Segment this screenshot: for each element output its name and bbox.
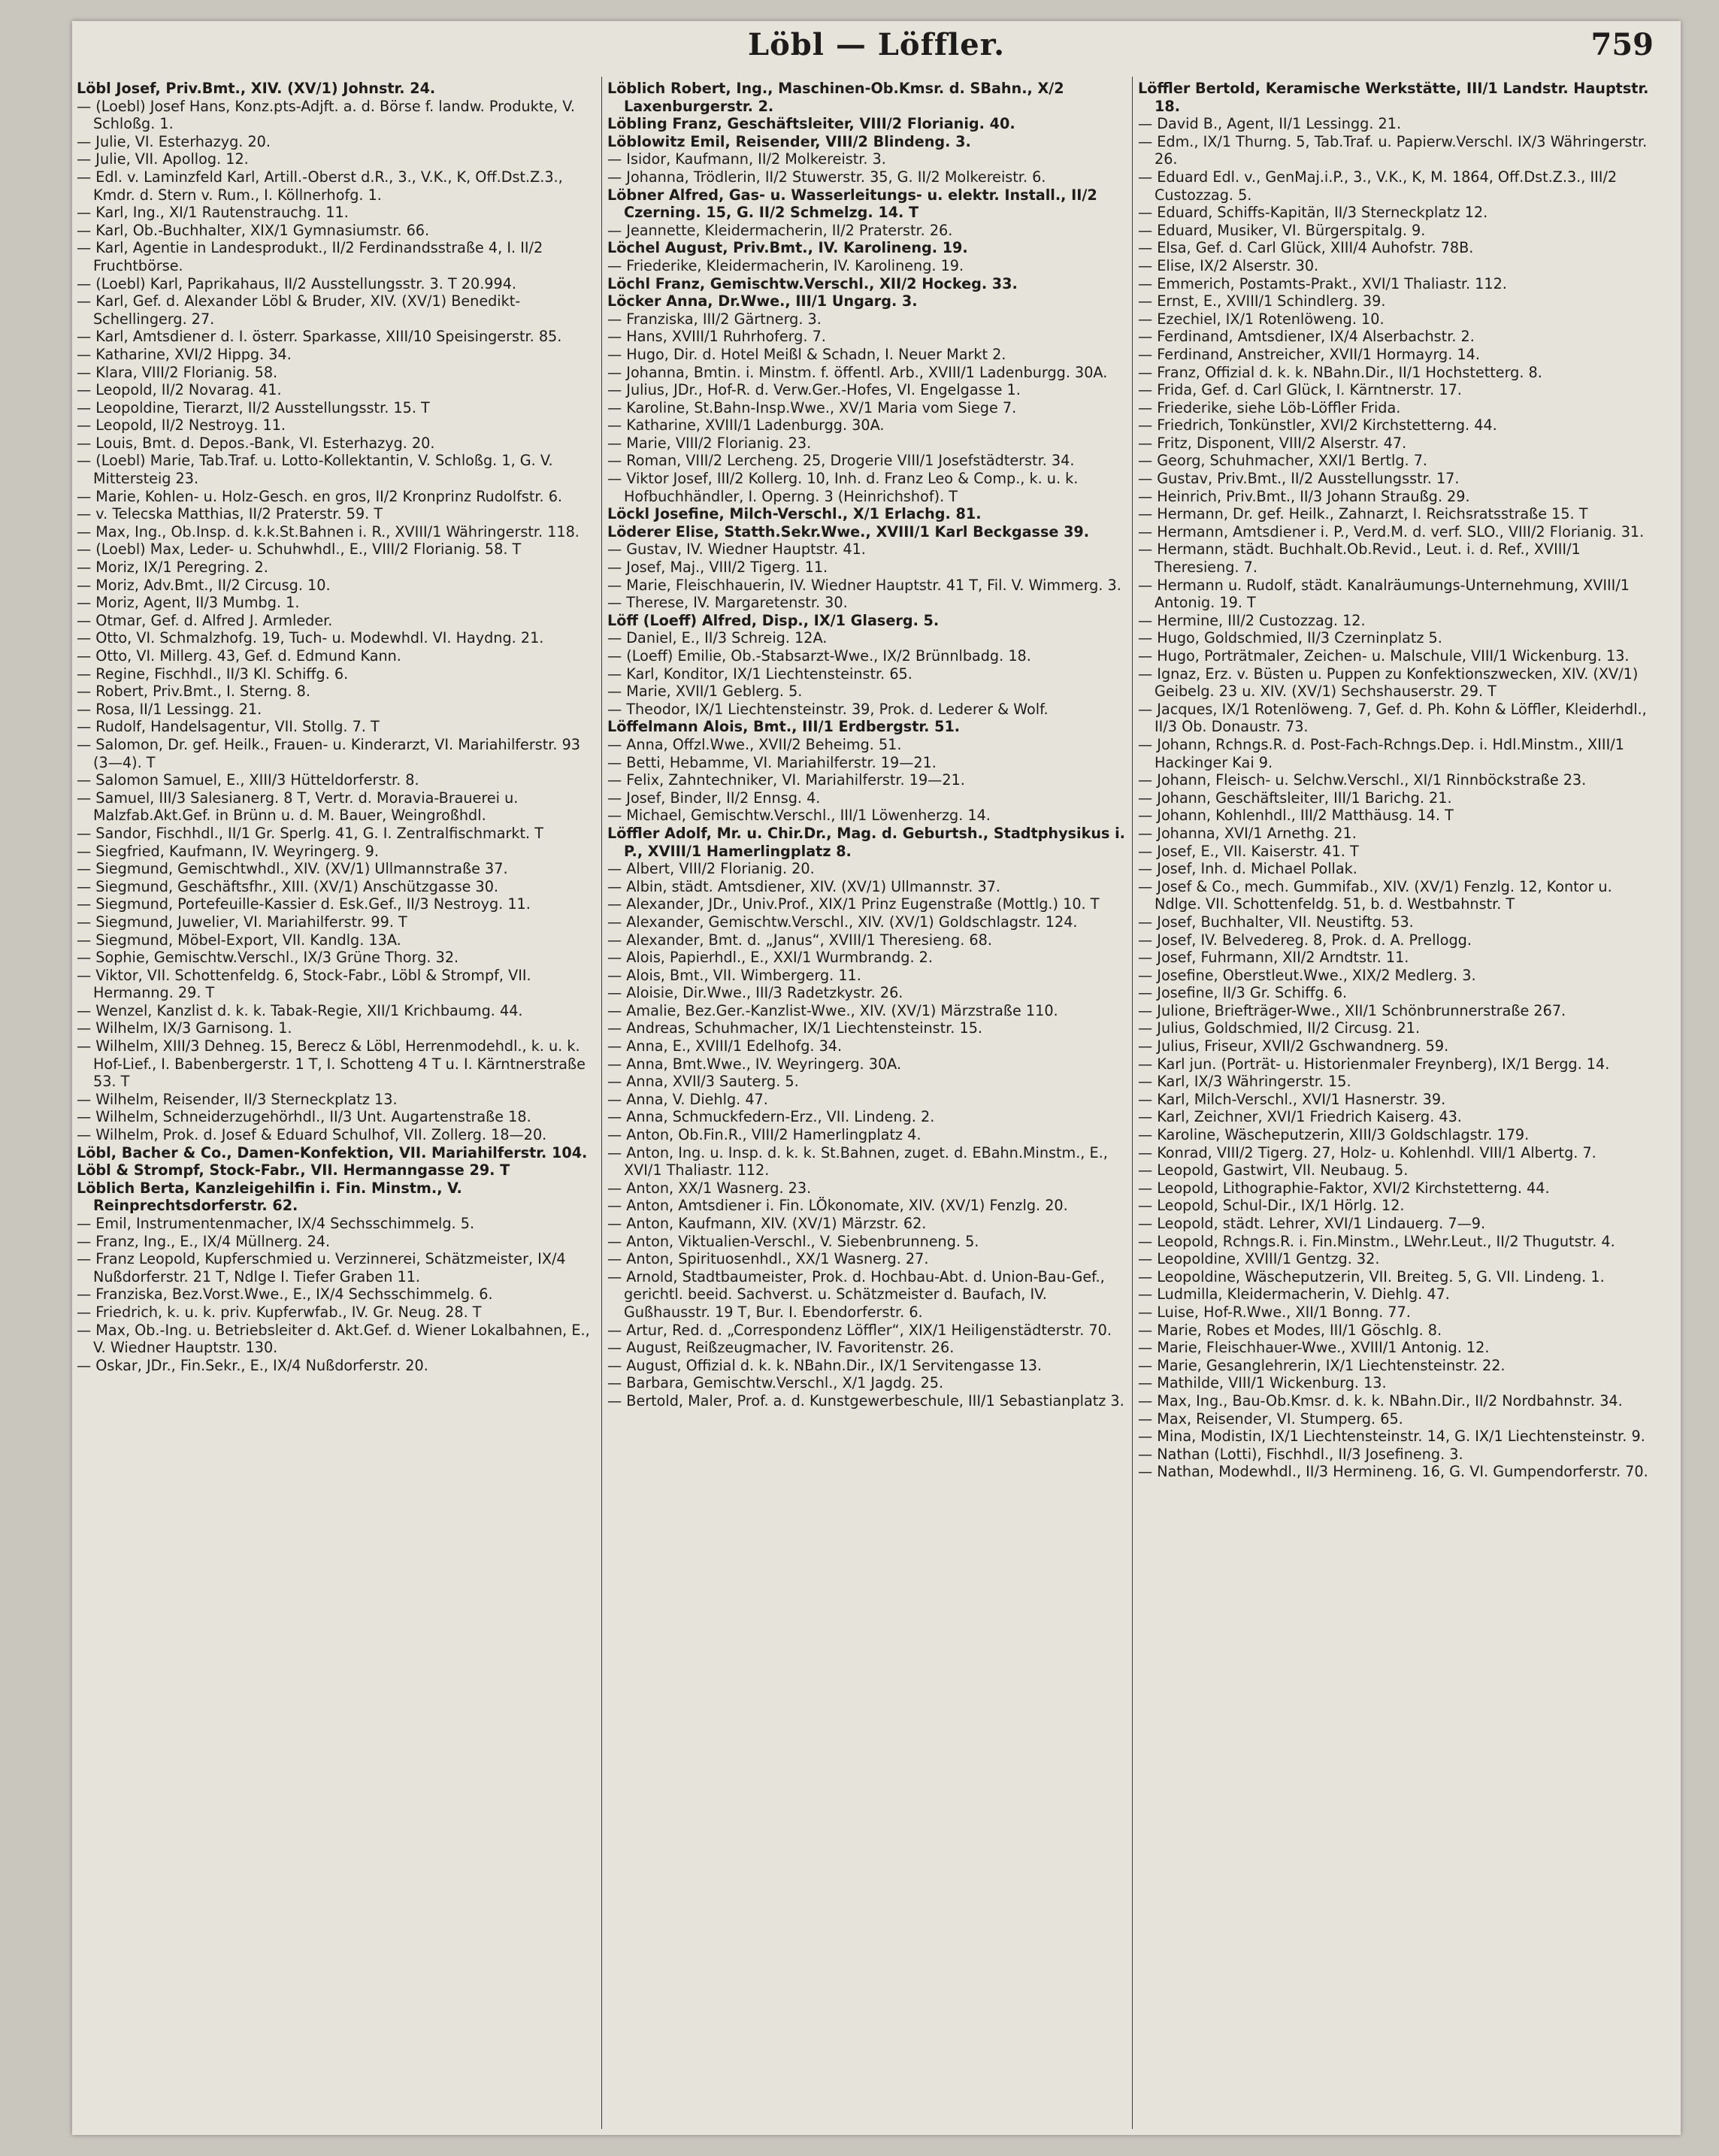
directory-entry: — Josef, E., VII. Kaiserstr. 41. T [1138,842,1359,860]
directory-entry: — Josef, Fuhrmann, XII/2 Arndtstr. 11. [1138,949,1409,967]
directory-entry: — Heinrich, Priv.Bmt., II/3 Johann Straußg. 29. [1138,487,1470,505]
directory-entry: — Samuel, III/3 Salesianerg. 8 T, Vertr. d. Moravia-Brauerei u. Malzfab.Akt.Gef. in Brünn u. d. M. Bauer, Weingroßhdl. [77,789,519,825]
directory-entry: — Georg, Schuhmacher, XXI/1 Bertlg. 7. [1138,452,1428,470]
directory-entry: — Anton, XX/1 Wasnerg. 23. [607,1179,812,1197]
directory-entry: — Aloisie, Dir.Wwe., III/3 Radetzkystr. 26. [607,984,903,1002]
directory-entry: — Marie, XVII/1 Geblerg. 5. [607,683,803,701]
directory-entry: — Eduard, Schiffs-Kapitän, II/3 Sterneckplatz 12. [1138,204,1488,222]
directory-entry: — Artur, Red. d. „Correspondenz Löffler“, XIX/1 Heiligenstädterstr. 70. [607,1321,1112,1339]
directory-entry: — v. Telecska Matthias, II/2 Praterstr. 59. T [77,505,383,523]
directory-entry-head: Löcker Anna, Dr.Wwe., III/1 Ungarg. 3. [607,292,918,310]
directory-entry: — Sophie, Gemischtw.Verschl., IX/3 Grüne Thorg. 32. [77,949,459,967]
directory-entry: — Anna, E., XVIII/1 Edelhofg. 34. [607,1037,843,1055]
directory-entry: — Ferdinand, Anstreicher, XVII/1 Hormayrg. 14. [1138,345,1480,363]
directory-entry: — Wilhelm, XIII/3 Dehneg. 15, Berecz & Löbl, Herrenmodehdl., k. u. k. Hof-Lief., I. Babenbergerstr. 1 T, I. Schotteng 4 T u. I. Kärntnerstraße 53. T [77,1037,586,1091]
directory-entry: — Karl, Agentie in Landesprodukt., II/2 Ferdinandsstraße 4, I. II/2 Fruchtbörse. [77,239,543,274]
directory-entry: — Hermann, Dr. gef. Heilk., Zahnarzt, I. Reichsratsstraße 15. T [1138,505,1588,523]
directory-entry: — Julie, VII. Apollog. 12. [77,150,249,168]
directory-entry: — Daniel, E., II/3 Schreig. 12A. [607,629,828,647]
directory-entry-head: Löblich Robert, Ing., Maschinen-Ob.Kmsr. d. SBahn., X/2 Laxenburgerstr. 2. [607,80,1064,115]
directory-entry: — Johanna, XVI/1 Arnethg. 21. [1138,824,1357,842]
directory-entry: — Friederike, siehe Löb-Löffler Frida. [1138,398,1401,416]
directory-entry: — Hermann u. Rudolf, städt. Kanalräumungs-Unternehmung, XVIII/1 Antonig. 19. T [1138,576,1630,612]
directory-entry: — Franz Leopold, Kupferschmied u. Verzinnerei, Schätzmeister, IX/4 Nußdorferstr. 21 T, Ndlge I. Tiefer Graben 11. [77,1250,566,1285]
directory-entry: — Sandor, Fischhdl., II/1 Gr. Sperlg. 41, G. I. Zentralfischmarkt. T [77,824,543,842]
directory-entry: — Ignaz, Erz. v. Büsten u. Puppen zu Konfektionszwecken, XIV. (XV/1) Geibelg. 23 u. XIV. (XV/1) Sechshauserstr. 29. T [1138,665,1639,701]
column-3 [1138,80,1657,2124]
directory-entry: — Ferdinand, Amtsdiener, IX/4 Alserbachstr. 2. [1138,328,1475,346]
directory-entry-head: Löffelmann Alois, Bmt., III/1 Erdbergstr. 51. [607,718,961,736]
directory-entry: — Emil, Instrumentenmacher, IX/4 Sechsschimmelg. 5. [77,1215,475,1232]
directory-entry-head: Löbl Josef, Priv.Bmt., XIV. (XV/1) Johnstr. 24. [77,80,436,97]
directory-entry: — Frida, Gef. d. Carl Glück, I. Kärntnerstr. 17. [1138,381,1462,399]
directory-entry: — Anton, Kaufmann, XIV. (XV/1) Märzstr. 62. [607,1215,927,1232]
directory-entry: — Josef, Inh. d. Michael Pollak. [1138,860,1357,878]
directory-entry: — Otto, VI. Schmalzhofg. 19, Tuch- u. Modewhdl. VI. Haydng. 21. [77,629,544,647]
directory-entry: — Anna, Schmuckfedern-Erz., VII. Lindeng. 2. [607,1108,935,1126]
directory-entry: — Johanna, Bmtin. i. Minstm. f. öffentl. Arb., XVIII/1 Ladenburgg. 30A. [607,363,1108,381]
directory-entry: — Johann, Fleisch- u. Selchw.Verschl., XI/1 Rinnböckstraße 23. [1138,771,1587,789]
directory-entry: — Josef, Binder, II/2 Ennsg. 4. [607,789,821,807]
directory-entry: — Alois, Bmt., VII. Wimbergerg. 11. [607,966,861,984]
directory-entry: — Karl, Milch-Verschl., XVI/1 Hasnerstr. 39. [1138,1090,1446,1108]
directory-entry: — Emmerich, Postamts-Prakt., XVI/1 Thaliastr. 112. [1138,274,1507,292]
directory-entry: — Josef, IV. Belvedereg. 8, Prok. d. A. Prellogg. [1138,931,1472,949]
directory-entry: — Anna, V. Diehlg. 47. [607,1090,768,1108]
directory-entry-head: Löblowitz Emil, Reisender, VIII/2 Blindeng. 3. [607,132,971,150]
directory-entry: — Fritz, Disponent, VIII/2 Alserstr. 47. [1138,434,1407,452]
directory-entry: — Wilhelm, Schneiderzugehörhdl., II/3 Unt. Augartenstraße 18. [77,1108,531,1126]
directory-entry: — Max, Ob.-Ing. u. Betriebsleiter d. Akt.Gef. d. Wiener Lokalbahnen, E., V. Wiedner Hauptstr. 130. [77,1321,590,1357]
directory-entry: — Marie, VIII/2 Florianig. 23. [607,434,812,452]
directory-entry: — Amalie, Bez.Ger.-Kanzlist-Wwe., XIV. (XV/1) Märzstraße 110. [607,1001,1058,1019]
directory-page [72,21,1681,2135]
directory-entry: — Josef, Maj., VIII/2 Tigerg. 11. [607,559,828,577]
directory-entry: — Siegmund, Geschäftsfhr., XIII. (XV/1) Anschützgasse 30. [77,877,499,895]
directory-entry: — Marie, Fleischhauerin, IV. Wiedner Hauptstr. 41 T, Fil. V. Wimmerg. 3. [607,576,1121,594]
directory-entry: — Karoline, St.Bahn-Insp.Wwe., XV/1 Maria vom Siege 7. [607,398,1017,416]
directory-entry: — Elise, IX/2 Alserstr. 30. [1138,256,1319,274]
directory-entry: — Marie, Kohlen- u. Holz-Gesch. en gros, II/2 Kronprinz Rudolfstr. 6. [77,487,563,505]
directory-entry: — Wenzel, Kanzlist d. k. k. Tabak-Regie, XII/1 Krichbaumg. 44. [77,1001,523,1019]
directory-entry-head: Löffler Adolf, Mr. u. Chir.Dr., Mag. d. Geburtsh., Stadtphysikus i. P., XVIII/1 Hamerlingplatz 8. [607,824,1125,860]
directory-entry: — Mina, Modistin, IX/1 Liechtensteinstr. 14, G. IX/1 Liechtensteinstr. 9. [1138,1428,1645,1446]
directory-entry: — Anna, Bmt.Wwe., IV. Weyringerg. 30A. [607,1055,902,1073]
directory-entry: — Max, Ing., Ob.Insp. d. k.k.St.Bahnen i. R., XVIII/1 Währingerstr. 118. [77,522,580,541]
directory-entry-head: Löbl, Bacher & Co., Damen-Konfektion, VII. Mariahilferstr. 104. [77,1143,588,1161]
directory-entry-head: Löbner Alfred, Gas- u. Wasserleitungs- u. elektr. Install., II/2 Czerning. 15, G. II/2 Schmelzg. 14. T [607,186,1097,222]
directory-entry: — Josef & Co., mech. Gummifab., XIV. (XV/1) Fenzlg. 12, Kontor u. Ndlge. VII. Schottenfeldg. 51, b. d. Westbahnstr. T [1138,877,1612,913]
directory-entry: — Ludmilla, Kleidermacherin, V. Diehlg. 47. [1138,1285,1450,1304]
directory-entry: — Ernst, E., XVIII/1 Schindlerg. 39. [1138,292,1386,310]
directory-entry: — Alexander, Gemischtw.Verschl., XIV. (XV/1) Goldschlagstr. 124. [607,913,1078,931]
directory-entry: — Luise, Hof-R.Wwe., XII/1 Bonng. 77. [1138,1303,1411,1321]
column-2 [607,80,1126,2124]
directory-entry: — Marie, Robes et Modes, III/1 Göschlg. 8. [1138,1321,1442,1339]
directory-entry: — Betti, Hebamme, VI. Mariahilferstr. 19—21. [607,753,937,771]
directory-entry: — Friedrich, Tonkünstler, XVI/2 Kirchstetterng. 44. [1138,416,1497,435]
directory-entry: — Karl jun. (Porträt- u. Historienmaler Freynberg), IX/1 Bergg. 14. [1138,1055,1610,1073]
directory-entry-head: Löderer Elise, Statth.Sekr.Wwe., XVIII/1 Karl Beckgasse 39. [607,522,1090,541]
directory-entry: — Rudolf, Handelsagentur, VII. Stollg. 7. T [77,718,380,736]
directory-entry: — Hermine, III/2 Custozzag. 12. [1138,611,1366,629]
column-divider [601,77,602,2129]
directory-entry: — Anton, Amtsdiener i. Fin. LÖkonomate, XIV. (XV/1) Fenzlg. 20. [607,1197,1068,1215]
directory-entry: — Johann, Geschäftsleiter, III/1 Barichg. 21. [1138,789,1452,807]
directory-entry-head: Löff (Loeff) Alfred, Disp., IX/1 Glaserg. 5. [607,611,940,629]
directory-entry-head: Löchel August, Priv.Bmt., IV. Karolineng. 19. [607,239,968,257]
directory-entry: — Robert, Priv.Bmt., I. Sterng. 8. [77,683,310,701]
directory-entry: — Alexander, JDr., Univ.Prof., XIX/1 Prinz Eugenstraße (Mottlg.) 10. T [607,895,1100,913]
directory-entry: — Karl, Zeichner, XVI/1 Friedrich Kaiserg. 43. [1138,1108,1462,1126]
directory-entry: — Karl, IX/3 Währingerstr. 15. [1138,1073,1351,1091]
directory-entry: — Siegmund, Portefeuille-Kassier d. Esk.Gef., II/3 Nestroyg. 11. [77,895,531,913]
directory-entry: — Johann, Rchngs.R. d. Post-Fach-Rchngs.Dep. i. Hdl.Minstm., XIII/1 Hackinger Kai 9. [1138,735,1624,771]
directory-entry: — Albert, VIII/2 Florianig. 20. [607,860,815,878]
directory-entry: — Albin, städt. Amtsdiener, XIV. (XV/1) Ullmannstr. 37. [607,877,1000,895]
directory-entry: — Felix, Zahntechniker, VI. Mariahilferstr. 19—21. [607,771,965,789]
directory-entry: — Therese, IV. Margaretenstr. 30. [607,594,848,612]
directory-entry: — Franziska, III/2 Gärtnerg. 3. [607,310,822,328]
directory-entry-head: Löckl Josefine, Milch-Verschl., X/1 Erlachg. 81. [607,505,982,523]
directory-entry-head: Löbl & Strompf, Stock-Fabr., VII. Hermanngasse 29. T [77,1161,510,1179]
directory-entry: — Friedrich, k. u. k. priv. Kupferwfab., IV. Gr. Neug. 28. T [77,1303,482,1321]
directory-entry: — Karl, Ob.-Buchhalter, XIX/1 Gymnasiumstr. 66. [77,221,430,239]
directory-entry: — Julius, Goldschmied, II/2 Circusg. 21. [1138,1019,1421,1037]
directory-entry: — (Loebl) Karl, Paprikahaus, II/2 Ausstellungsstr. 3. T 20.994. [77,274,517,292]
directory-entry: — Anton, Ing. u. Insp. d. k. k. St.Bahnen, zuget. d. EBahn.Minstm., E., XVI/1 Thaliastr. 112. [607,1143,1108,1179]
directory-entry: — August, Offizial d. k. k. NBahn.Dir., IX/1 Servitengasse 13. [607,1356,1043,1374]
directory-entry: — David B., Agent, II/1 Lessingg. 21. [1138,115,1402,133]
directory-entry: — Salomon, Dr. gef. Heilk., Frauen- u. Kinderarzt, VI. Mariahilferstr. 93 (3—4). T [77,735,581,771]
directory-entry: — Leopold, Lithographie-Faktor, XVI/2 Kirchstetterng. 44. [1138,1179,1550,1197]
directory-entry: — Siegfried, Kaufmann, IV. Weyringerg. 9. [77,842,379,860]
directory-entry: — Karl, Amtsdiener d. I. österr. Sparkasse, XIII/10 Speisingerstr. 85. [77,328,562,346]
directory-entry: — Michael, Gemischtw.Verschl., III/1 Löwenherzg. 14. [607,807,991,825]
directory-entry: — Theodor, IX/1 Liechtensteinstr. 39, Prok. d. Lederer & Wolf. [607,700,1049,718]
directory-entry: — Bertold, Maler, Prof. a. d. Kunstgewerbeschule, III/1 Sebastianplatz 3. [607,1391,1124,1410]
directory-entry: — Oskar, JDr., Fin.Sekr., E., IX/4 Nußdorferstr. 20. [77,1356,428,1374]
directory-entry: — Siegmund, Gemischtwhdl., XIV. (XV/1) Ullmannstraße 37. [77,860,508,878]
directory-entry: — Wilhelm, IX/3 Garnisong. 1. [77,1019,292,1037]
directory-entry: — Marie, Fleischhauer-Wwe., XVIII/1 Antonig. 12. [1138,1339,1490,1357]
directory-entry: — August, Reißzeugmacher, IV. Favoritenstr. 26. [607,1339,955,1357]
directory-entry: — Josefine, Oberstleut.Wwe., XIX/2 Medlerg. 3. [1138,966,1476,984]
directory-entry-head: Löchl Franz, Gemischtw.Verschl., XII/2 Hockeg. 33. [607,274,1018,292]
page-header [72,21,1681,74]
directory-entry: — Alois, Papierhdl., E., XXI/1 Wurmbrandg. 2. [607,949,933,967]
directory-entry: — Leopoldine, Wäscheputzerin, VII. Breiteg. 5, G. VII. Lindeng. 1. [1138,1267,1605,1285]
directory-entry: — Eduard Edl. v., GenMaj.i.P., 3., V.K., K, M. 1864, Off.Dst.Z.3., III/2 Custozzag. 5. [1138,168,1618,204]
directory-entry: — (Loebl) Max, Leder- u. Schuhwhdl., E., VIII/2 Florianig. 58. T [77,541,522,559]
directory-entry: — Anton, Viktualien-Verschl., V. Siebenbrunneng. 5. [607,1232,979,1250]
directory-entry: — Rosa, II/1 Lessingg. 21. [77,700,262,718]
directory-entry: — Moriz, IX/1 Peregring. 2. [77,559,268,577]
directory-entry: — Otto, VI. Millerg. 43, Gef. d. Edmund Kann. [77,647,401,665]
directory-entry: — Arnold, Stadtbaumeister, Prok. d. Hochbau-Abt. d. Union-Bau-Gef., gerichtl. beeid. Sachverst. u. Schätzmeister d. Baufach, IV. Gußhausstr. 19 T, Bur. I. Ebendorferstr. 6. [607,1267,1105,1321]
directory-entry: — Leopold, städt. Lehrer, XVI/1 Lindauerg. 7—9. [1138,1215,1486,1232]
directory-entry: — Leopold, Rchngs.R. i. Fin.Minstm., LWehr.Leut., II/2 Thugutstr. 4. [1138,1232,1615,1250]
directory-entry: — Viktor, VII. Schottenfeldg. 6, Stock-Fabr., Löbl & Strompf, VII. Hermanng. 29. T [77,966,531,1002]
directory-entry: — Wilhelm, Reisender, II/3 Sterneckplatz 13. [77,1090,398,1108]
directory-entry: — Julione, Briefträger-Wwe., XII/1 Schönbrunnerstraße 267. [1138,1001,1566,1019]
directory-entry: — Klara, VIII/2 Florianig. 58. [77,363,278,381]
directory-entry: — (Loebl) Josef Hans, Konz.pts-Adjft. a. d. Börse f. landw. Produkte, V. Schloßg. 1. [77,97,576,133]
directory-entry: — (Loebl) Marie, Tab.Traf. u. Lotto-Kollektantin, V. Schloßg. 1, G. V. Mittersteig 23. [77,452,553,488]
directory-entry: — Hugo, Porträtmaler, Zeichen- u. Malschule, VIII/1 Wickenburg. 13. [1138,647,1630,665]
directory-entry: — Anton, Spirituosenhdl., XX/1 Wasnerg. 27. [607,1250,929,1268]
directory-entry: — (Loeff) Emilie, Ob.-Stabsarzt-Wwe., IX/2 Brünnlbadg. 18. [607,647,1031,665]
directory-entry: — Leopold, II/2 Novarag. 41. [77,381,282,399]
directory-entry: — Franziska, Bez.Vorst.Wwe., E., IX/4 Sechsschimmelg. 6. [77,1285,493,1304]
directory-entry: — Julie, VI. Esterhazyg. 20. [77,132,271,150]
directory-entry: — Hermann, Amtsdiener i. P., Verd.M. d. verf. SLO., VIII/2 Florianig. 31. [1138,522,1645,541]
directory-entry: — Johann, Kohlenhdl., III/2 Matthäusg. 14. T [1138,807,1454,825]
directory-entry: — Johanna, Trödlerin, II/2 Stuwerstr. 35, G. II/2 Molkereistr. 6. [607,168,1046,186]
directory-entry: — Josef, Buchhalter, VII. Neustiftg. 53. [1138,913,1414,931]
directory-entry: — Salomon Samuel, E., XIII/3 Hütteldorferstr. 8. [77,771,419,789]
directory-entry: — Wilhelm, Prok. d. Josef & Eduard Schulhof, VII. Zollerg. 18—20. [77,1126,547,1144]
directory-entry: — Marie, Gesanglehrerin, IX/1 Liechtensteinstr. 22. [1138,1356,1506,1374]
directory-entry: — Anton, Ob.Fin.R., VIII/2 Hamerlingplatz 4. [607,1126,922,1144]
directory-entry: — Viktor Josef, III/2 Kollerg. 10, Inh. d. Franz Leo & Comp., k. u. k. Hofbuchhändler, I. Operng. 3 (Heinrichshof). T [607,470,1079,505]
directory-entry-head: Löblich Berta, Kanzleigehilfin i. Fin. Minstm., V. Reinprechtsdorferstr. 62. [77,1179,462,1215]
directory-entry-head: Löbling Franz, Geschäftsleiter, VIII/2 Florianig. 40. [607,115,1015,133]
directory-entry: — Andreas, Schuhmacher, IX/1 Liechtensteinstr. 15. [607,1019,983,1037]
directory-entry-head: Löffler Bertold, Keramische Werkstätte, III/1 Landstr. Hauptstr. 18. [1138,80,1649,115]
directory-entry: — Anna, XVII/3 Sauterg. 5. [607,1073,799,1091]
directory-entry: — Barbara, Gemischtw.Verschl., X/1 Jagdg. 25. [607,1374,944,1392]
directory-entry: — Moriz, Agent, II/3 Mumbg. 1. [77,594,300,612]
directory-entry: — Katharine, XVI/2 Hippg. 34. [77,345,292,363]
directory-entry: — Leopoldine, Tierarzt, II/2 Ausstellungsstr. 15. T [77,398,430,416]
directory-entry: — Siegmund, Juwelier, VI. Mariahilferstr. 99. T [77,913,407,931]
directory-entry: — Edm., IX/1 Thurng. 5, Tab.Traf. u. Papierw.Verschl. IX/3 Währingerstr. 26. [1138,132,1648,168]
directory-entry: — Gustav, Priv.Bmt., II/2 Ausstellungsstr. 17. [1138,470,1460,488]
directory-entry: — Josefine, II/3 Gr. Schiffg. 6. [1138,984,1348,1002]
directory-entry: — Karl, Konditor, IX/1 Liechtensteinstr. 65. [607,665,912,683]
directory-entry: — Konrad, VIII/2 Tigerg. 27, Holz- u. Kohlenhdl. VIII/1 Albertg. 7. [1138,1143,1596,1161]
directory-entry: — Max, Ing., Bau-Ob.Kmsr. d. k. k. NBahn.Dir., II/2 Nordbahnstr. 34. [1138,1391,1623,1410]
directory-entry: — Edl. v. Laminzfeld Karl, Artill.-Oberst d.R., 3., V.K., K, Off.Dst.Z.3., Kmdr. d. Stern v. Rum., I. Köllnerhofg. 1. [77,168,563,204]
directory-entry: — Karl, Gef. d. Alexander Löbl & Bruder, XIV. (XV/1) Benedikt-Schellingerg. 27. [77,292,521,328]
directory-entry: — Leopoldine, XVIII/1 Gentzg. 32. [1138,1250,1380,1268]
directory-entry: — Franz, Offizial d. k. k. NBahn.Dir., II/1 Hochstetterg. 8. [1138,363,1542,381]
directory-entry: — Julius, Friseur, XVII/2 Gschwandnerg. 59. [1138,1037,1449,1055]
directory-entry: — Nathan (Lotti), Fischhdl., II/3 Josefineng. 3. [1138,1445,1463,1463]
directory-entry: — Leopold, Schul-Dir., IX/1 Hörlg. 12. [1138,1197,1405,1215]
directory-entry: — Moriz, Adv.Bmt., II/2 Circusg. 10. [77,576,331,594]
directory-entry: — Regine, Fischhdl., II/3 Kl. Schiffg. 6. [77,665,349,683]
running-head: Löbl — Löffler. [747,27,1005,62]
directory-entry: — Leopold, II/2 Nestroyg. 11. [77,416,286,435]
directory-entry: — Hugo, Dir. d. Hotel Meißl & Schadn, I. Neuer Markt 2. [607,345,1006,363]
directory-entry: — Gustav, IV. Wiedner Hauptstr. 41. [607,541,866,559]
directory-entry: — Louis, Bmt. d. Depos.-Bank, VI. Esterhazyg. 20. [77,434,435,452]
directory-entry: — Karoline, Wäscheputzerin, XIII/3 Goldschlagstr. 179. [1138,1126,1530,1144]
directory-entry: — Otmar, Gef. d. Alfred J. Armleder. [77,611,333,629]
directory-entry: — Karl, Ing., XI/1 Rautenstrauchg. 11. [77,204,349,222]
directory-entry: — Elsa, Gef. d. Carl Glück, XIII/4 Auhofstr. 78B. [1138,239,1474,257]
directory-entry: — Max, Reisender, VI. Stumperg. 65. [1138,1410,1403,1428]
directory-entry: — Mathilde, VIII/1 Wickenburg. 13. [1138,1374,1387,1392]
directory-entry: — Anna, Offzl.Wwe., XVII/2 Beheimg. 51. [607,735,902,753]
directory-entry: — Nathan, Modewhdl., II/3 Hermineng. 16, G. VI. Gumpendorferstr. 70. [1138,1463,1648,1481]
directory-entry: — Siegmund, Möbel-Export, VII. Kandlg. 13A. [77,931,401,949]
directory-entry: — Katharine, XVIII/1 Ladenburgg. 30A. [607,416,885,435]
directory-entry: — Leopold, Gastwirt, VII. Neubaug. 5. [1138,1161,1409,1179]
directory-entry: — Hugo, Goldschmied, II/3 Czerninplatz 5. [1138,629,1442,647]
directory-entry: — Eduard, Musiker, VI. Bürgerspitalg. 9. [1138,221,1426,239]
directory-entry: — Franz, Ing., E., IX/4 Müllnerg. 24. [77,1232,331,1250]
directory-entry: — Julius, JDr., Hof-R. d. Verw.Ger.-Hofes, VI. Engelgasse 1. [607,381,1021,399]
directory-entry: — Isidor, Kaufmann, II/2 Molkereistr. 3. [607,150,886,168]
directory-entry: — Hermann, städt. Buchhalt.Ob.Revid., Leut. i. d. Ref., XVIII/1 Theresieng. 7. [1138,541,1581,577]
directory-entry: — Friederike, Kleidermacherin, IV. Karolineng. 19. [607,256,964,274]
directory-entry: — Hans, XVIII/1 Ruhrhoferg. 7. [607,328,826,346]
directory-entry: — Jacques, IX/1 Rotenlöweng. 7, Gef. d. Ph. Kohn & Löffler, Kleiderhdl., II/3 Ob. Donaustr. 73. [1138,700,1647,736]
directory-entry: — Roman, VIII/2 Lercheng. 25, Drogerie VIII/1 Josefstädterstr. 34. [607,452,1075,470]
column-divider [1132,77,1133,2129]
column-1 [77,80,595,2124]
directory-entry: — Jeannette, Kleidermacherin, II/2 Praterstr. 26. [607,221,953,239]
page-number: 759 [1590,27,1654,62]
directory-entry: — Ezechiel, IX/1 Rotenlöweng. 10. [1138,310,1385,328]
directory-entry: — Alexander, Bmt. d. „Janus“, XVIII/1 Theresieng. 68. [607,931,992,949]
